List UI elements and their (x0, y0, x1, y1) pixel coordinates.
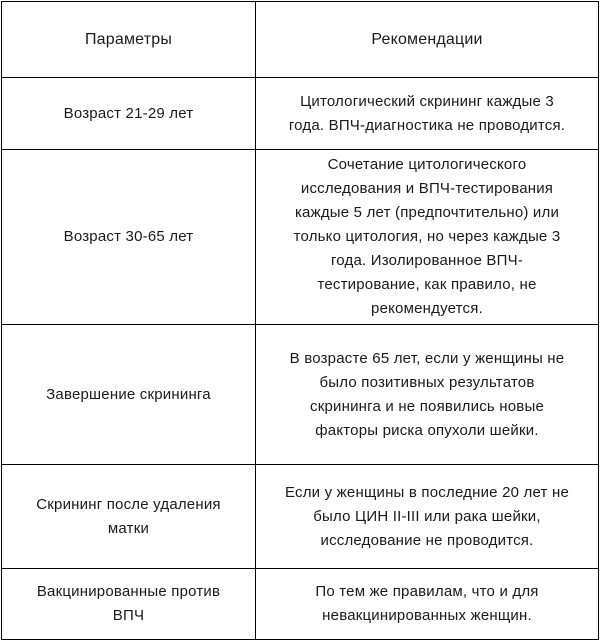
recommendation-cell (256, 569, 599, 640)
recommendation-line: скрининга и не появились новые (310, 397, 544, 415)
recommendation-line: каждые 5 лет (предпочтительно) или (294, 204, 560, 221)
parameter-line: Вакцинированные против (36, 583, 221, 600)
recommendation-line: года. ВПЧ-диагностика не проводится. (288, 116, 566, 134)
parameter-cell (2, 78, 256, 150)
table-header-row (2, 2, 599, 78)
recommendation-line: было ЦИН II-III или рака шейки, (313, 507, 541, 525)
recommendation-line: только цитология, но через каждые 3 (293, 228, 561, 245)
recommendation-line: было позитивных результатов (319, 373, 535, 391)
parameter-line: Возраст 30-65 лет (63, 228, 194, 245)
recommendation-line: исследование не проводится. (320, 531, 534, 549)
parameter-line: Завершение скрининга (46, 385, 211, 403)
recommendation-line: исследования и ВПЧ-тестирования (300, 180, 554, 197)
recommendation-line: факторы риска опухоли шейки. (315, 421, 539, 439)
recommendation-cell (256, 465, 599, 569)
parameter-cell (2, 150, 256, 325)
recommendation-line: рекомендуется. (371, 300, 483, 317)
recommendation-line: Если у женщины в последние 20 лет не (284, 483, 570, 501)
recommendation-line: Цитологический скрининг каждые 3 (300, 92, 554, 110)
table-row (2, 325, 599, 465)
parameter-line: Возраст 21-29 лет (63, 104, 194, 122)
parameter-cell (2, 569, 256, 640)
recommendation-line: В возрасте 65 лет, если у женщины не (289, 349, 565, 367)
table-row (2, 569, 599, 640)
recommendation-line: невакцинированных женщин. (322, 607, 532, 624)
recommendation-cell (256, 325, 599, 465)
header-recommendations: Рекомендации (256, 2, 599, 78)
recommendation-line: года. Изолированное ВПЧ- (330, 252, 524, 269)
header-parameters: Параметры (2, 2, 256, 78)
parameter-line: ВПЧ (112, 607, 145, 624)
table-row (2, 465, 599, 569)
parameter-line: Скрининг после удаления (36, 495, 221, 513)
screening-recommendations-table (1, 1, 599, 640)
parameter-line: матки (107, 519, 150, 537)
recommendation-line: Сочетание цитологического (327, 156, 527, 173)
table-row (2, 150, 599, 325)
recommendation-cell (256, 78, 599, 150)
table-row (2, 78, 599, 150)
recommendation-line: По тем же правилам, что и для (315, 583, 539, 600)
parameter-cell (2, 465, 256, 569)
recommendation-line: тестирование, как правило, не (317, 276, 537, 293)
recommendation-cell (256, 150, 599, 325)
parameter-cell (2, 325, 256, 465)
